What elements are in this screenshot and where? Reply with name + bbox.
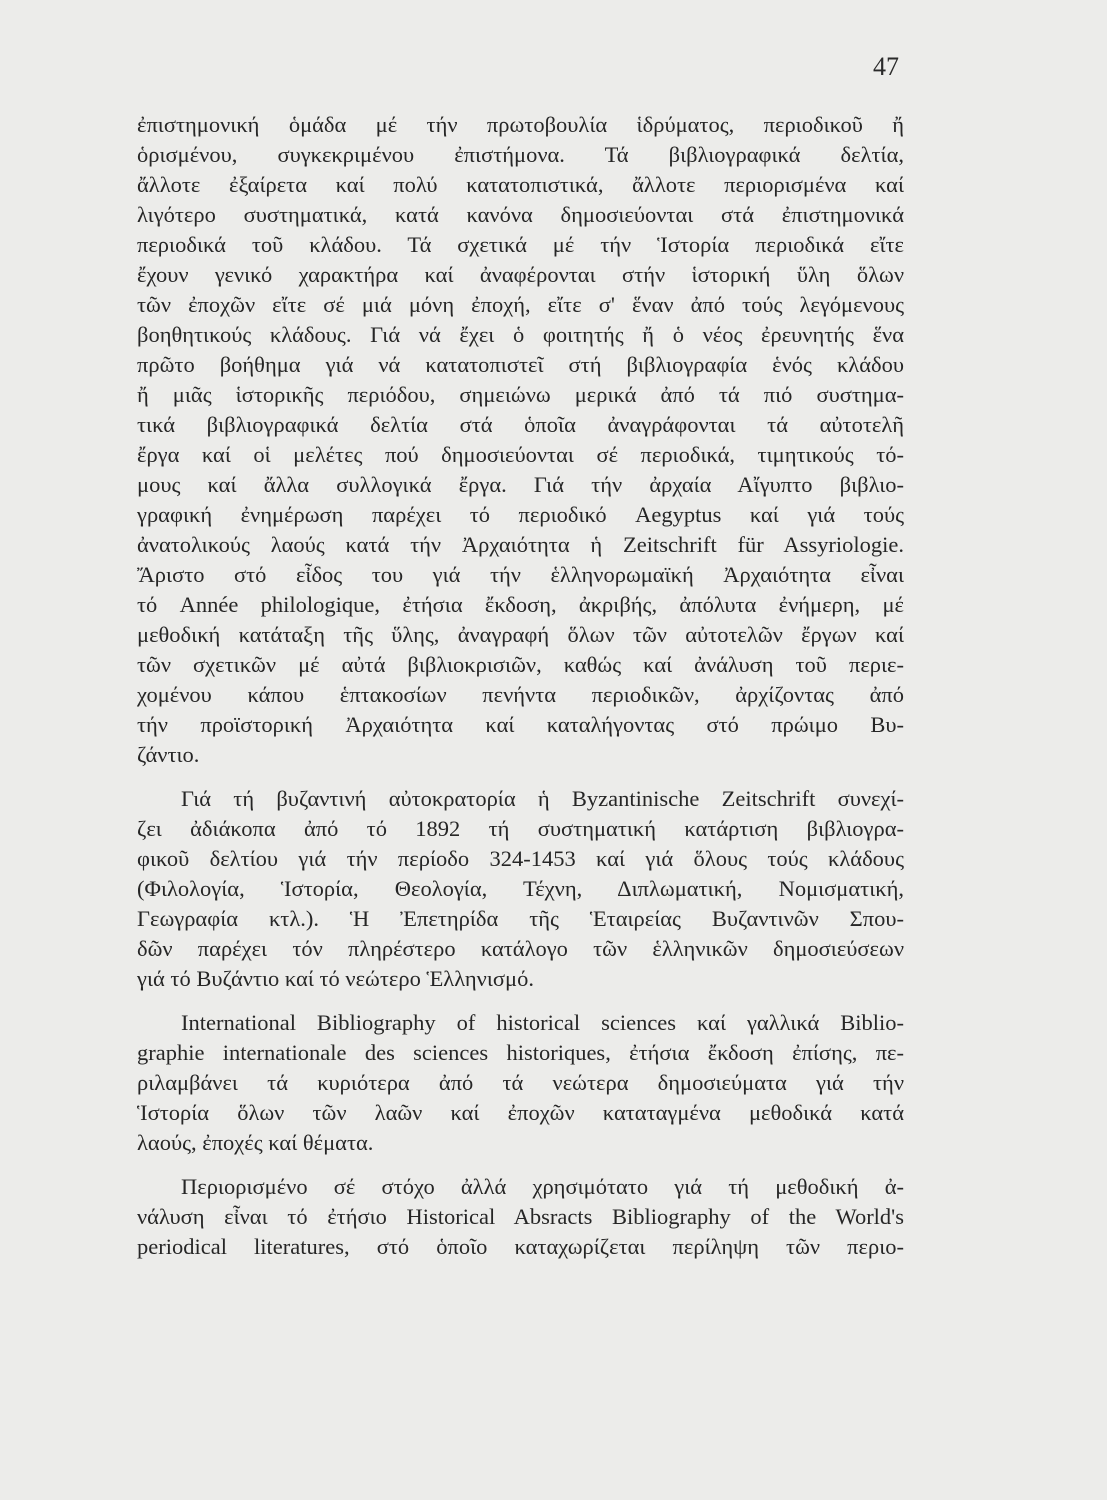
text-line: ἄλλοτε ἐξαίρετα καί πολύ κατατοπιστικά, ἄλλοτε περιορισμένα καί (137, 172, 904, 197)
text-line: periodical literatures, στό ὁποῖο καταχωρίζεται περίληψη τῶν περιο- (137, 1234, 904, 1259)
text-line: International Bibliography of historical sciences καί γαλλικά Biblio- (181, 1010, 904, 1035)
text-line: λιγότερο συστηματικά, κατά κανόνα δημοσιεύονται στά ἐπιστημονικά (137, 202, 904, 227)
text-line: λαούς, ἐποχές καί θέματα. (137, 1130, 374, 1155)
text-line: φικοῦ δελτίου γιά τήν περίοδο 324-1453 καί γιά ὅλους τούς κλάδους (137, 846, 904, 871)
page-number: 47 (873, 52, 899, 81)
text-line: τῶν ἐποχῶν εἴτε σέ μιά μόνη ἐποχή, εἴτε σ' ἕναν ἀπό τούς λεγόμενους (137, 292, 904, 317)
text-line: ἔργα καί οἱ μελέτες πού δημοσιεύονται σέ περιοδικά, τιμητικούς τό- (137, 442, 904, 467)
body-text (137, 110, 904, 1262)
text-line: τικά βιβλιογραφικά δελτία στά ὁποῖα ἀναγράφονται τά αὐτοτελῆ (137, 412, 904, 437)
text-line: graphie internationale des sciences historiques, ἐτήσια ἔκδοση ἐπίσης, πε- (137, 1040, 904, 1065)
paragraph-gap (137, 770, 904, 784)
text-line: ὁρισμένου, συγκεκριμένου ἐπιστήμονα. Τά βιβλιογραφικά δελτία, (137, 142, 904, 167)
paragraph (137, 784, 904, 994)
text-line: τό Année philologique, ἐτήσια ἔκδοση, ἀκριβής, ἀπόλυτα ἐνήμερη, μέ (137, 592, 904, 617)
text-line: περιοδικά τοῦ κλάδου. Τά σχετικά μέ τήν Ἱστορία περιοδικά εἴτε (137, 232, 904, 257)
text-line: πρῶτο βοήθημα γιά νά κατατοπιστεῖ στή βιβλιογραφία ἑνός κλάδου (137, 352, 904, 377)
paragraph (137, 1008, 904, 1158)
text-line: γραφική ἐνημέρωση παρέχει τό περιοδικό Aegyptus καί γιά τούς (137, 502, 904, 527)
text-line: Γιά τή βυζαντινή αὐτοκρατορία ἡ Byzantinische Zeitschrift συνεχί- (181, 786, 904, 811)
text-line: ἔχουν γενικό χαρακτήρα καί ἀναφέρονται στήν ἱστορική ὕλη ὅλων (137, 262, 904, 287)
text-line: Ἱστορία ὅλων τῶν λαῶν καί ἐποχῶν καταταγμένα μεθοδικά κατά (137, 1100, 904, 1125)
text-line: ριλαμβάνει τά κυριότερα ἀπό τά νεώτερα δημοσιεύματα γιά τήν (137, 1070, 904, 1095)
paragraph (137, 110, 904, 770)
text-line: τῶν σχετικῶν μέ αὐτά βιβλιοκρισιῶν, καθώς καί ἀνάλυση τοῦ περιε- (137, 652, 904, 677)
text-line: τήν προϊστορική Ἀρχαιότητα καί καταλήγοντας στό πρώιμο Βυ- (137, 712, 904, 737)
text-line: Περιορισμένο σέ στόχο ἀλλά χρησιμότατο γιά τή μεθοδική ἀ- (181, 1174, 904, 1199)
text-line: ἤ μιᾶς ἱστορικῆς περιόδου, σημειώνω μερικά ἀπό τά πιό συστημα- (137, 382, 904, 407)
text-line: δῶν παρέχει τόν πληρέστερο κατάλογο τῶν ἑλληνικῶν δημοσιεύσεων (137, 936, 904, 961)
text-line: ἐπιστημονική ὁμάδα μέ τήν πρωτοβουλία ἱδρύματος, περιοδικοῦ ἤ (137, 112, 904, 137)
paragraph (137, 1172, 904, 1262)
text-line: (Φιλολογία, Ἱστορία, Θεολογία, Τέχνη, Διπλωματική, Νομισματική, (137, 876, 904, 901)
text-line: νάλυση εἶναι τό ἐτήσιο Historical Absracts Bibliography of the World's (137, 1204, 904, 1229)
text-line: ζάντιο. (137, 742, 200, 767)
paragraph-gap (137, 994, 904, 1008)
text-line: μους καί ἄλλα συλλογικά ἔργα. Γιά τήν ἀρχαία Αἴγυπτο βιβλιο- (137, 472, 904, 497)
paragraph-gap (137, 1158, 904, 1172)
text-line: βοηθητικούς κλάδους. Γιά νά ἔχει ὁ φοιτητής ἤ ὁ νέος ἐρευνητής ἕνα (137, 322, 904, 347)
text-line: μεθοδική κατάταξη τῆς ὕλης, ἀναγραφή ὅλων τῶν αὐτοτελῶν ἔργων καί (137, 622, 904, 647)
text-line: ζει ἀδιάκοπα ἀπό τό 1892 τή συστηματική κατάρτιση βιβλιογρα- (137, 816, 904, 841)
text-line: Ἄριστο στό εἶδος του γιά τήν ἑλληνορωμαϊκή Ἀρχαιότητα εἶναι (137, 562, 904, 587)
text-line: Γεωγραφία κτλ.). Ἡ Ἐπετηρίδα τῆς Ἑταιρείας Βυζαντινῶν Σπου- (137, 906, 904, 931)
text-line: ἀνατολικούς λαούς κατά τήν Ἀρχαιότητα ἡ Zeitschrift für Assyriologie. (137, 532, 904, 557)
text-line: χομένου κάπου ἑπτακοσίων πενήντα περιοδικῶν, ἀρχίζοντας ἀπό (137, 682, 904, 707)
text-line: γιά τό Βυζάντιο καί τό νεώτερο Ἑλληνισμό. (137, 966, 534, 991)
